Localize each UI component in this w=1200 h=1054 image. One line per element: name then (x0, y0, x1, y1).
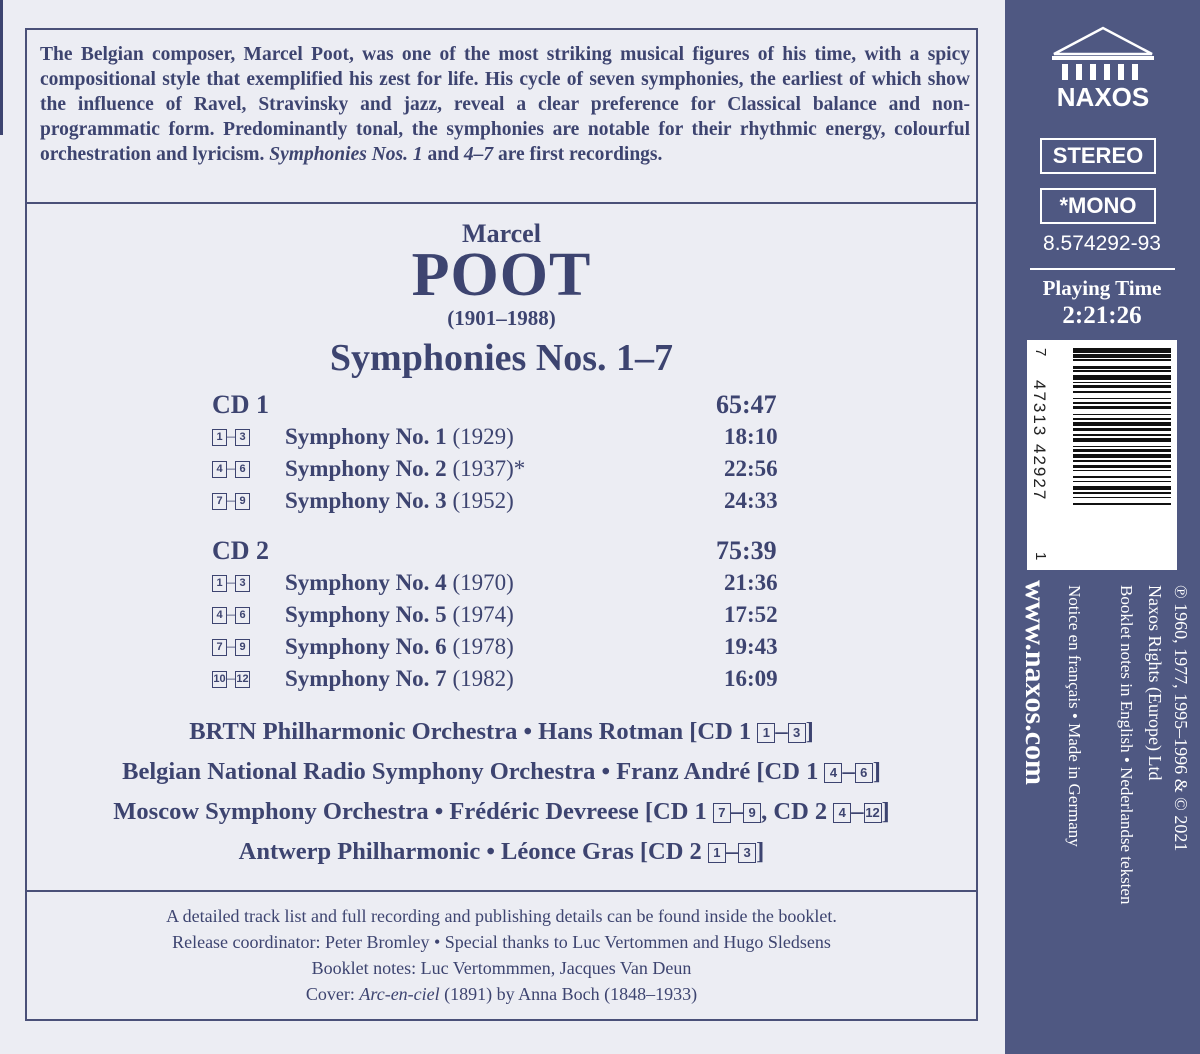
naxos-logo (1044, 24, 1162, 112)
strip-divider (1030, 268, 1175, 270)
track-duration: 16:09 (724, 666, 778, 691)
track-range: 7 – 9 (212, 638, 250, 656)
performer-credit: Moscow Symphony Orchestra • Frédéric Devreese [CD 1 7 – 9 , CD 2 4 – 12] (113, 798, 890, 825)
cd1-total: 65:47 (716, 390, 777, 419)
track-number-box: 12 (235, 671, 250, 688)
track-row (212, 602, 812, 632)
track-duration: 24:33 (724, 488, 778, 513)
track-number-box: 3 (235, 429, 250, 446)
footer-line-2: Release coordinator: Peter Bromley • Special thanks to Luc Vertommen and Hugo Sledsens (172, 932, 831, 952)
track-row (212, 634, 812, 664)
track-number-box: 1 (212, 429, 227, 446)
track-row (212, 570, 812, 600)
symphony-year: (1929) (452, 424, 514, 449)
symphony-title: Symphony No. 5 (1974) (285, 602, 514, 627)
symphony-title: Symphony No. 6 (1978) (285, 634, 514, 659)
track-range: 1 – 3 (212, 428, 250, 446)
catalogue-number: 8.574292-93 (1043, 232, 1161, 255)
intro-paragraph: The Belgian composer, Marcel Poot, was one of the most striking musical figures of his time, with a spicy compositional style that exemplified his zest for life. His cycle of seven symphonies, the earliest of which show the influence of Ravel, Stravinsky and jazz, reveal a clear preference for Classical balance and non-programmatic form. Predominantly tonal, the symphonies are notable for their rhythmic energy, colourful orchestration and lyricism. Symphonies Nos. 1 and 4–7 are first recordings. (40, 44, 970, 165)
track-row (212, 488, 812, 518)
track-number-box: 6 (235, 461, 250, 478)
mono-badge: *MONO (1040, 188, 1156, 224)
track-duration: 21:36 (724, 570, 778, 595)
footer-line-1: A detailed track list and full recording and publishing details can be found inside the booklet. (166, 906, 837, 926)
track-number-box: 3 (235, 575, 250, 592)
stereo-badge: STEREO (1040, 138, 1156, 174)
track-number-box: 9 (743, 803, 761, 823)
symphony-year: (1970) (452, 570, 514, 595)
notice-line: Notice en français • Made in Germany (1065, 585, 1084, 847)
track-number-box: 9 (235, 493, 250, 510)
divider-bottom (27, 890, 976, 892)
cd2-total: 75:39 (716, 536, 777, 565)
track-number-box: 1 (757, 723, 775, 743)
barcode-digit-left: 7 (1032, 348, 1049, 357)
track-number-box: 7 (212, 493, 227, 510)
composer-dates: (1901–1988) (447, 306, 556, 330)
symphony-title: Symphony No. 3 (1952) (285, 488, 514, 513)
website-url[interactable]: www.naxos.com (1019, 580, 1052, 786)
booklet-notes-line: Booklet notes in English • Nederlandse teksten (1117, 585, 1136, 905)
track-number-box: 4 (824, 763, 842, 783)
track-number-box: 1 (708, 843, 726, 863)
track-duration: 18:10 (724, 424, 778, 449)
composer-last-name: POOT (411, 241, 592, 309)
track-number-box: 6 (235, 607, 250, 624)
track-number-box: 4 (212, 607, 227, 624)
track-number-box: 9 (235, 639, 250, 656)
divider-top (27, 202, 976, 204)
track-row (212, 666, 812, 696)
work-title: Symphonies Nos. 1–7 (329, 337, 674, 379)
symphony-year: (1974) (452, 602, 514, 627)
content-panel (25, 28, 978, 1021)
track-range: 10–12 (213, 670, 249, 687)
track-number-box: 6 (855, 763, 873, 783)
left-edge-line (0, 0, 3, 135)
performer-credit: Antwerp Philharmonic • Léonce Gras [CD 2 1 – 3 ] (238, 838, 765, 865)
symphony-title: Symphony No. 7 (1982) (285, 666, 514, 691)
playing-time-value: 2:21:26 (1062, 302, 1142, 329)
rights-line: Naxos Rights (Europe) Ltd (1145, 585, 1165, 781)
performer-credit: Belgian National Radio Symphony Orchestra • Franz André [CD 1 4 – 6 ] (122, 758, 881, 785)
copyright-line: ℗ 1960, 1977, 1995–1996 & © 2021 (1171, 585, 1191, 852)
cd2-label: CD 2 (212, 536, 270, 565)
track-range: 4 – 6 (212, 460, 250, 478)
symphony-year: (1982) (452, 666, 514, 691)
track-number-box: 7 (212, 639, 227, 656)
track-row (212, 456, 812, 486)
symphony-title: Symphony No. 2 (1937)* (285, 456, 526, 481)
track-range: 4 – 6 (212, 606, 250, 624)
footer-line-3: Booklet notes: Luc Vertommmen, Jacques Van Deun (311, 958, 692, 978)
track-number-box: 4 (833, 803, 851, 823)
symphony-year: (1978) (452, 634, 514, 659)
performer-credit: BRTN Philharmonic Orchestra • Hans Rotman [CD 1 1 – 3 ] (189, 718, 814, 745)
barcode-digit-right: 1 (1032, 552, 1049, 561)
symphony-year: (1952) (452, 488, 514, 513)
track-range: 1 – 3 (212, 574, 250, 592)
track-number-box: 7 (713, 803, 731, 823)
symphony-title: Symphony No. 1 (1929) (285, 424, 514, 449)
cd1-label: CD 1 (212, 390, 270, 419)
track-duration: 17:52 (724, 602, 778, 627)
track-number-box: 3 (788, 723, 806, 743)
track-number-box: 12 (864, 803, 882, 823)
track-row (212, 424, 812, 454)
track-range: 7 – 9 (212, 492, 250, 510)
barcode-digits: 47313 42927 (1030, 380, 1049, 502)
barcode (1027, 340, 1177, 570)
symphony-title: Symphony No. 4 (1970) (285, 570, 514, 595)
playing-time-label: Playing Time (1042, 276, 1162, 300)
naxos-logo-text: NAXOS (1056, 82, 1150, 112)
track-number-box: 3 (738, 843, 756, 863)
track-duration: 22:56 (724, 456, 778, 481)
track-number-box: 4 (212, 461, 227, 478)
track-duration: 19:43 (724, 634, 778, 659)
composer-first-name: Marcel (462, 219, 541, 248)
track-number-box: 10 (212, 671, 227, 688)
symphony-year: (1937)* (452, 456, 526, 481)
track-number-box: 1 (212, 575, 227, 592)
footer-line-4: Cover: Arc-en-ciel (1891) by Anna Boch (1848–1933) (305, 984, 698, 1004)
